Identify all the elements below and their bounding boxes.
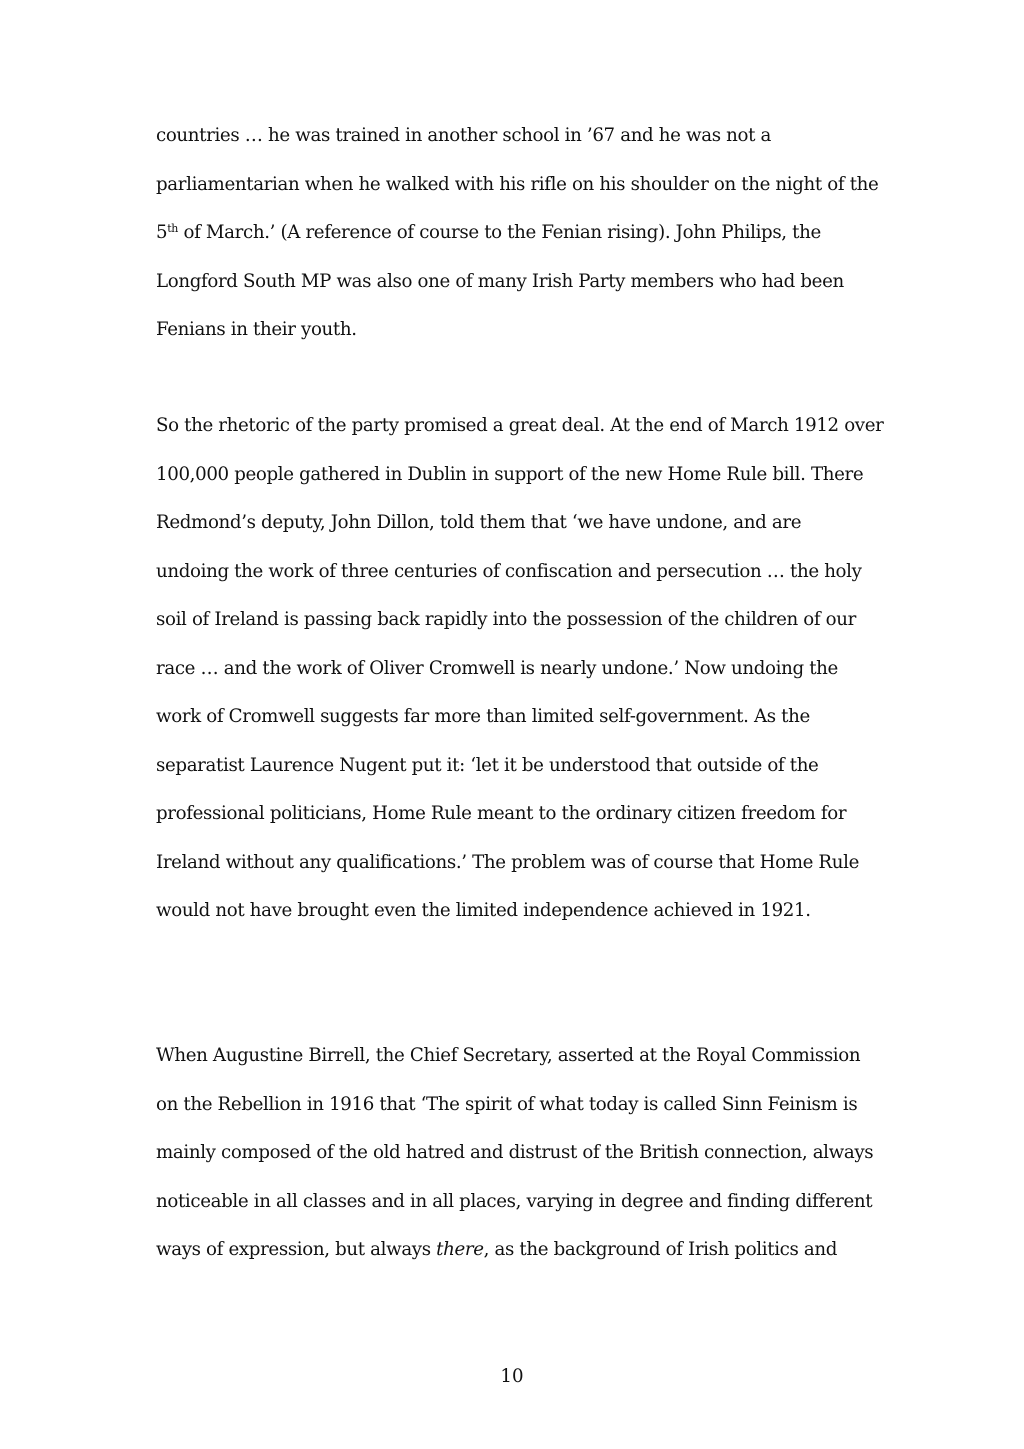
text-line: undoing the work of three centuries of confiscation and persecution … the holy xyxy=(156,560,862,582)
text-line: on the Rebellion in 1916 that ‘The spirit of what today is called Sinn Feinism is xyxy=(156,1093,858,1115)
text-line: When Augustine Birrell, the Chief Secretary, asserted at the Royal Commission xyxy=(156,1045,861,1066)
paragraph-party-rhetoric xyxy=(156,402,884,936)
paragraph-birrell-commission xyxy=(156,1032,876,1275)
text-line-with-emphasis xyxy=(156,1226,876,1275)
text-line: mainly composed of the old hatred and distrust of the British connection, always xyxy=(156,1142,874,1163)
text-line: So the rhetoric of the party promised a great deal. At the end of March 1912 over xyxy=(156,415,884,436)
text-line: soil of Ireland is passing back rapidly into the possession of the children of our xyxy=(156,609,856,630)
line-start: ways of expression, but always xyxy=(156,1239,437,1260)
page-number: 10 xyxy=(500,1366,524,1387)
text-line: Longford South MP was also one of many Irish Party members who had been xyxy=(156,270,844,292)
text-line: Ireland without any qualifications.’ The problem was of course that Home Rule xyxy=(156,851,860,873)
text-line: parliamentarian when he walked with his rifle on his shoulder on the night of the xyxy=(156,173,879,195)
text-line: Redmond’s deputy, John Dillon, told them that ‘we have undone, and are xyxy=(156,512,802,533)
emphasized-word: there xyxy=(436,1239,484,1260)
text-line-with-superscript xyxy=(156,209,876,258)
line-continuation: of March.’ (A reference of course to the Fenian rising). John Philips, the xyxy=(178,222,821,243)
text-line: race … and the work of Oliver Cromwell is nearly undone.’ Now undoing the xyxy=(156,657,838,679)
line-continuation: , as the background of Irish politics and xyxy=(483,1239,838,1260)
text-line: professional politicians, Home Rule meant to the ordinary citizen freedom for xyxy=(156,803,847,824)
text-line: 100,000 people gathered in Dublin in support of the new Home Rule bill. There xyxy=(156,463,864,485)
paragraph-fenian-parliamentarians xyxy=(156,112,879,355)
text-line: countries … he was trained in another school in ’67 and he was not a xyxy=(156,125,771,146)
text-line: separatist Laurence Nugent put it: ‘let it be understood that outside of the xyxy=(156,754,819,776)
text-line: would not have brought even the limited independence achieved in 1921. xyxy=(156,900,811,921)
text-line: Fenians in their youth. xyxy=(156,319,357,340)
ordinal-suffix: th xyxy=(167,222,179,235)
ordinal-number: 5 xyxy=(156,222,168,243)
text-line: noticeable in all classes and in all places, varying in degree and finding different xyxy=(156,1190,873,1212)
text-line: work of Cromwell suggests far more than limited self-government. As the xyxy=(156,706,810,727)
